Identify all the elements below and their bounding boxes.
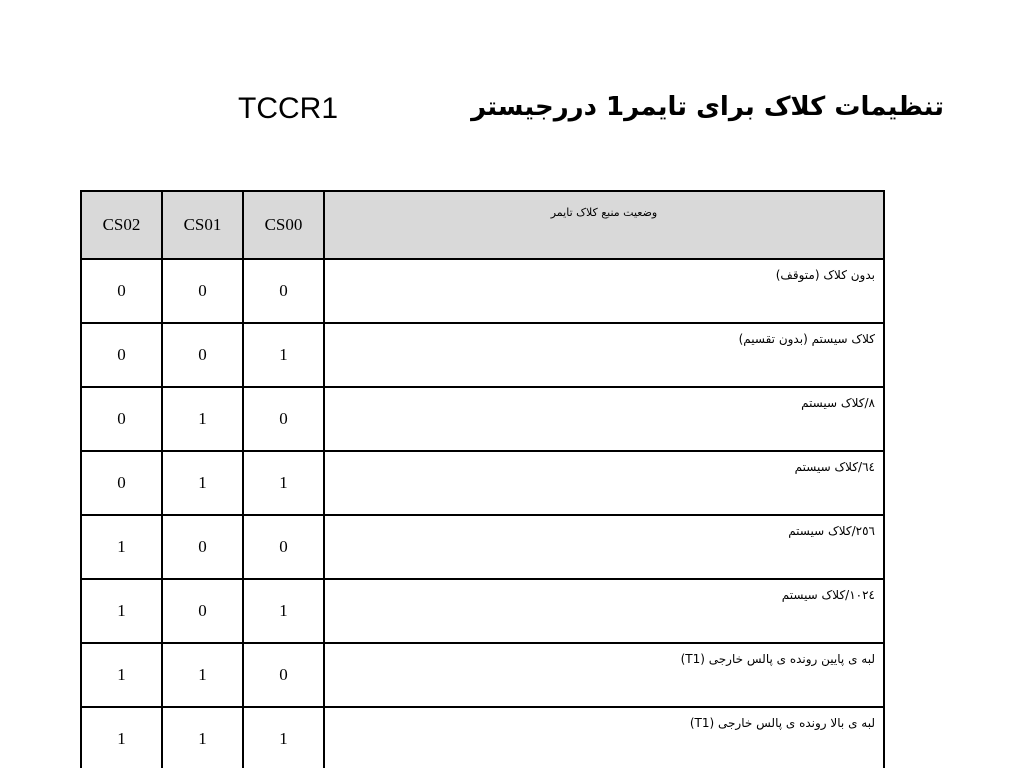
clock-select-table (80, 190, 885, 768)
cell-cs01: 0 (162, 259, 243, 323)
cell-cs00: 1 (243, 579, 324, 643)
slide-title: تنظیمات کلاک برای تایمر1 دررجیستر (471, 92, 944, 122)
cell-cs01: 0 (162, 579, 243, 643)
table-row (81, 387, 884, 451)
cell-description: ١٠٢٤/کلاک سیستم (324, 579, 884, 643)
cell-cs01: 1 (162, 707, 243, 768)
cell-cs01: 0 (162, 515, 243, 579)
table-row (81, 515, 884, 579)
header-cs01: CS01 (162, 191, 243, 259)
table-row (81, 451, 884, 515)
cell-cs00: 0 (243, 259, 324, 323)
cell-description: لبه ی بالا رونده ی پالس خارجی (T1) (324, 707, 884, 768)
cell-cs00: 0 (243, 387, 324, 451)
table-header-row (81, 191, 884, 259)
cell-cs02: 0 (81, 451, 162, 515)
cell-cs01: 1 (162, 451, 243, 515)
cell-cs01: 0 (162, 323, 243, 387)
cell-description: ۸/کلاک سیستم (324, 387, 884, 451)
cell-description: ٢٥٦/کلاک سیستم (324, 515, 884, 579)
cell-cs00: 0 (243, 643, 324, 707)
cell-cs02: 1 (81, 515, 162, 579)
register-name: TCCR1 (238, 92, 339, 125)
table-row (81, 707, 884, 768)
cell-description: بدون کلاک (متوقف) (324, 259, 884, 323)
header-cs02: CS02 (81, 191, 162, 259)
cell-cs00: 0 (243, 515, 324, 579)
cell-cs01: 1 (162, 387, 243, 451)
table-row (81, 579, 884, 643)
cell-cs02: 0 (81, 387, 162, 451)
cell-cs02: 1 (81, 643, 162, 707)
cell-cs00: 1 (243, 323, 324, 387)
cell-cs02: 0 (81, 259, 162, 323)
header-cs00: CS00 (243, 191, 324, 259)
cell-description: ٦٤/کلاک سیستم (324, 451, 884, 515)
cell-description: لبه ی پایین رونده ی پالس خارجی (T1) (324, 643, 884, 707)
header-description: وضعیت منبع کلاک تایمر (324, 191, 884, 259)
cell-cs01: 1 (162, 643, 243, 707)
table-row (81, 259, 884, 323)
table-row (81, 643, 884, 707)
table-row (81, 323, 884, 387)
cell-cs02: 0 (81, 323, 162, 387)
cell-cs02: 1 (81, 579, 162, 643)
cell-description: کلاک سیستم (بدون تقسیم) (324, 323, 884, 387)
cell-cs02: 1 (81, 707, 162, 768)
cell-cs00: 1 (243, 451, 324, 515)
cell-cs00: 1 (243, 707, 324, 768)
